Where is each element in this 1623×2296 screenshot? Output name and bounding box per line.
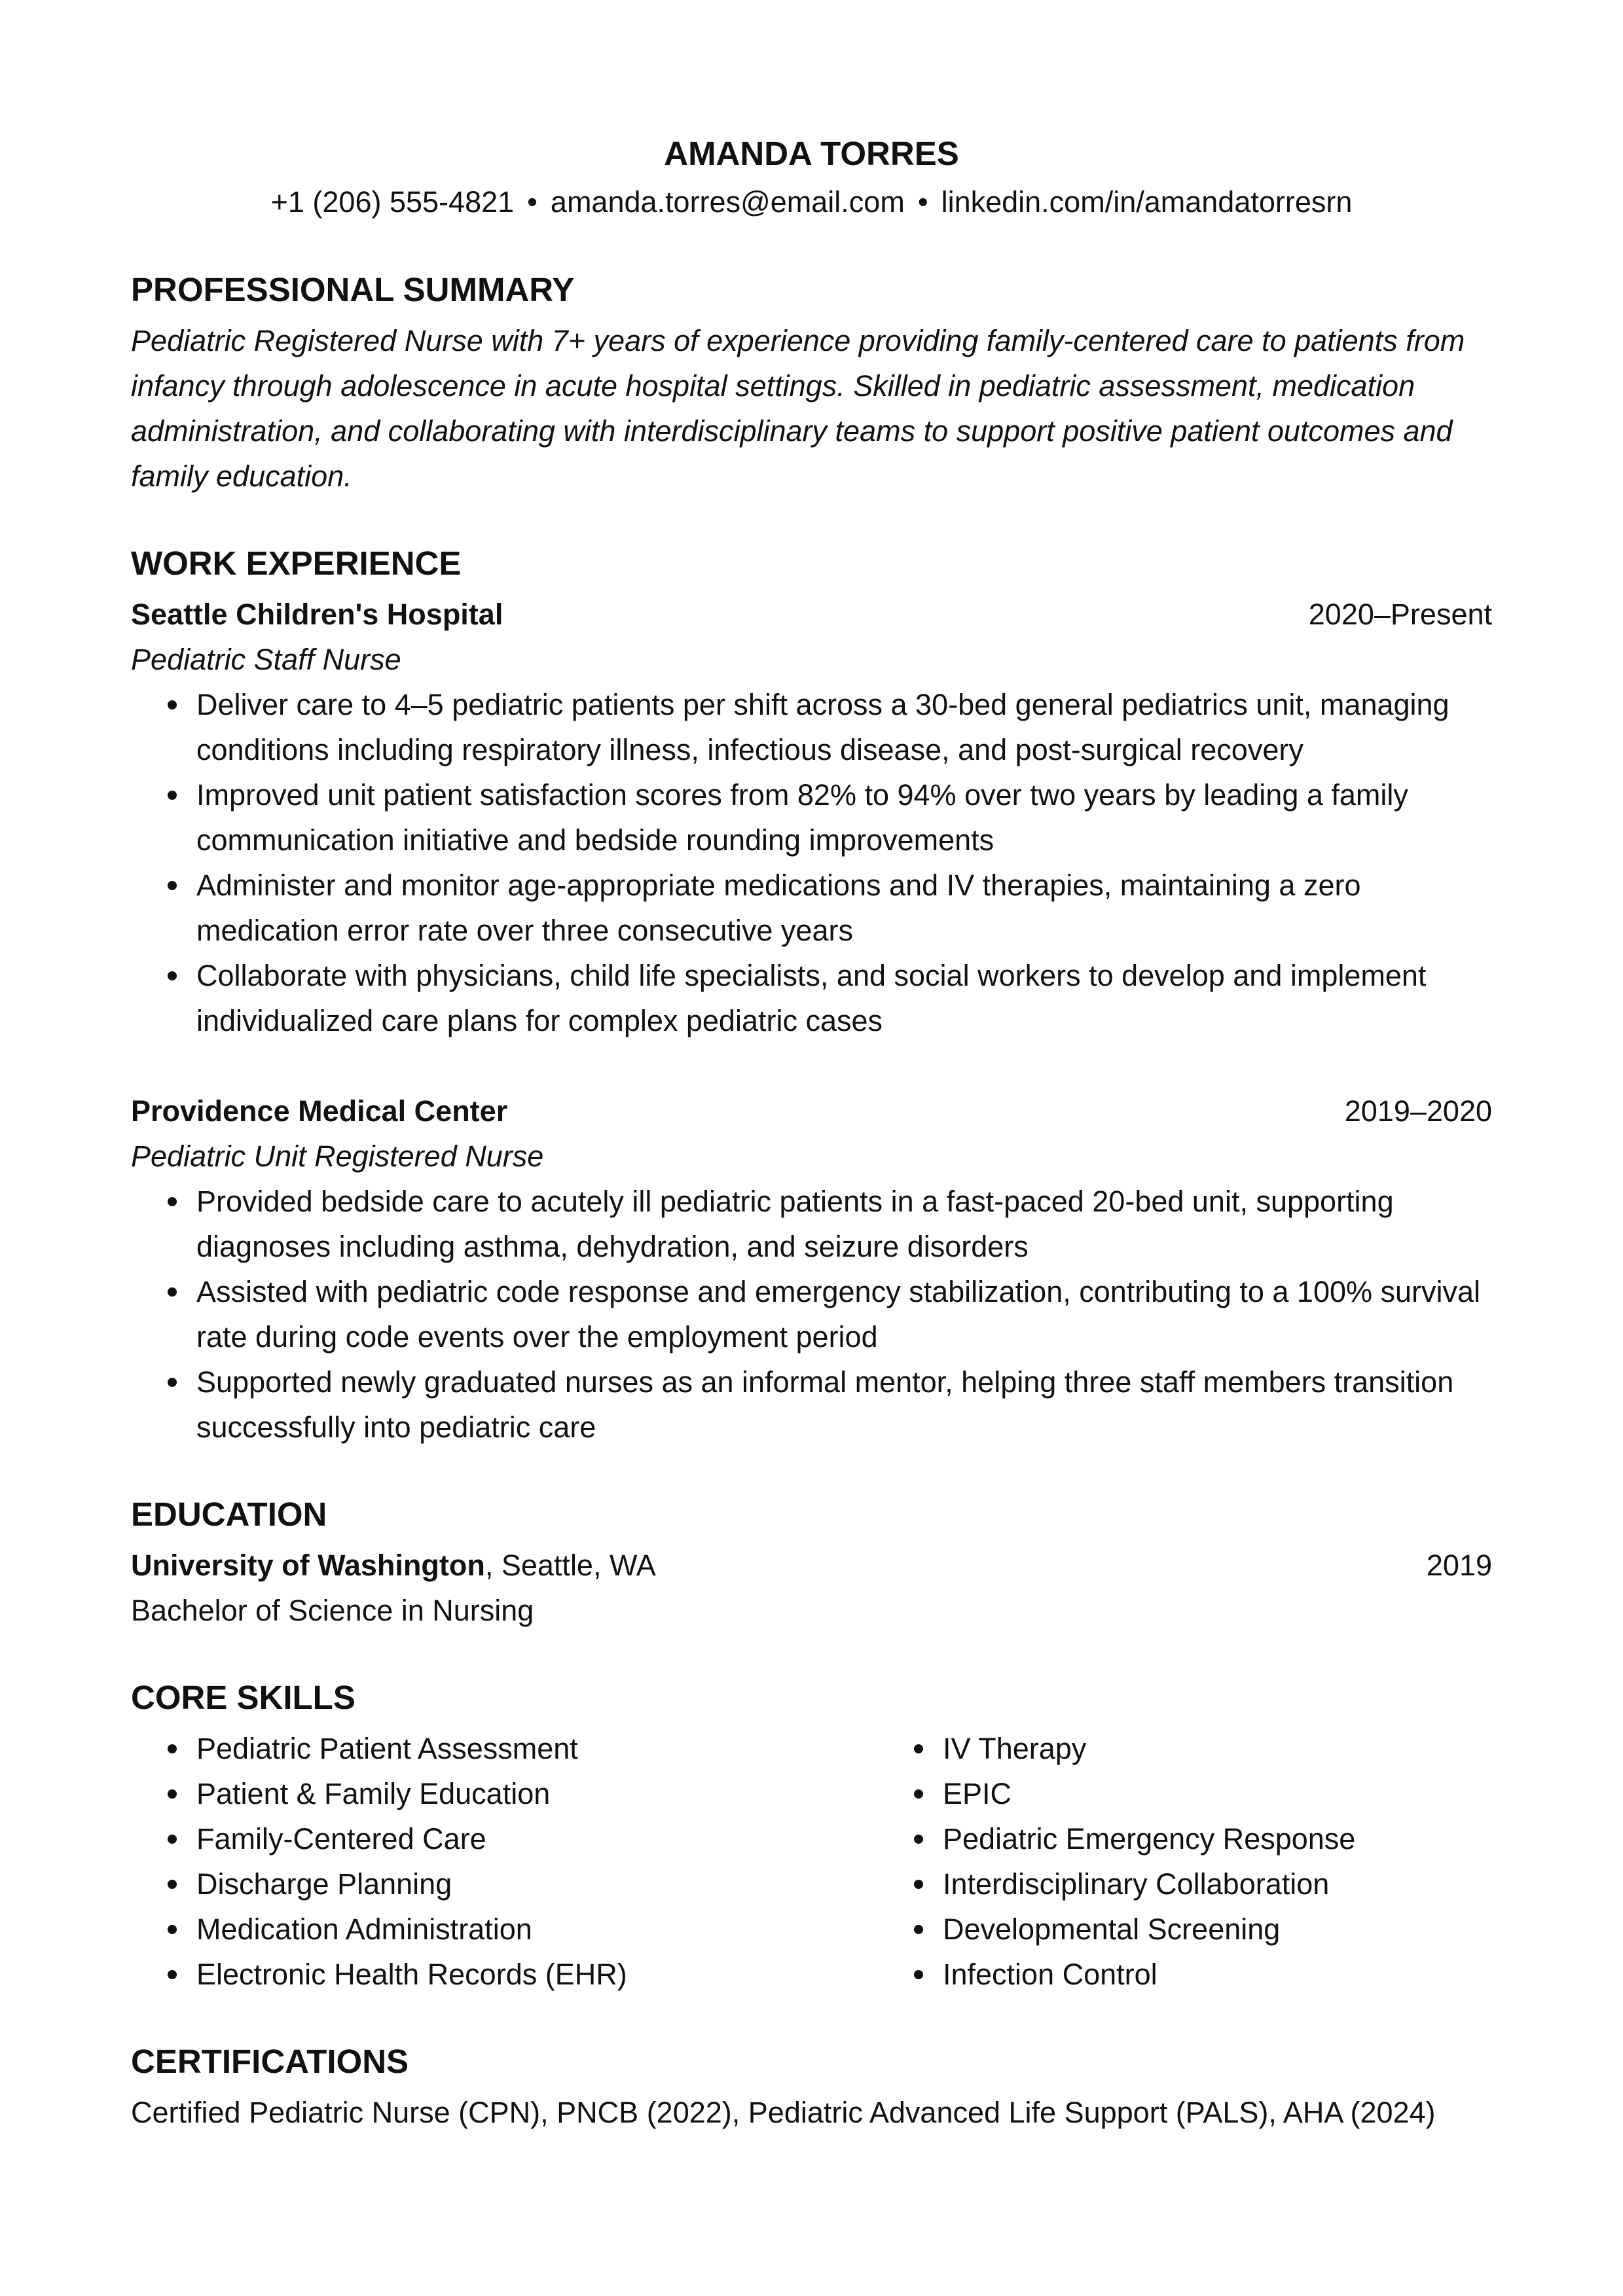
contact-line bbox=[131, 179, 1492, 225]
job-bullet: Assisted with pediatric code response and emergency stabilization, contributing to a 100% survival rate during code events over the employment period bbox=[196, 1269, 1492, 1359]
contact-separator: • bbox=[917, 185, 928, 219]
skill-item: Interdisciplinary Collaboration bbox=[943, 1861, 1355, 1907]
job-dates: 2020–Present bbox=[1308, 598, 1492, 631]
job-bullet: Administer and monitor age-appropriate medications and IV therapies, maintaining a zero medication error rate over three consecutive years bbox=[196, 863, 1492, 953]
section-title-education: EDUCATION bbox=[131, 1496, 327, 1533]
skills-column-right bbox=[877, 1726, 1355, 1997]
education-institution bbox=[131, 1543, 656, 1588]
certifications-section bbox=[131, 2039, 1492, 2135]
email-address: amanda.torres@email.com bbox=[550, 185, 905, 219]
skills-section bbox=[131, 1675, 1492, 1997]
job-organization: Seattle Children's Hospital bbox=[131, 598, 503, 631]
skill-item: Electronic Health Records (EHR) bbox=[196, 1952, 877, 1997]
skill-item: Discharge Planning bbox=[196, 1861, 877, 1907]
education-section bbox=[131, 1492, 1492, 1633]
linkedin-url: linkedin.com/in/amandatorresrn bbox=[941, 185, 1353, 219]
phone-number: +1 (206) 555-4821 bbox=[270, 185, 515, 219]
summary-text: Pediatric Registered Nurse with 7+ years of experience providing family-centered care to patients from infancy through adolescence in acute hospital settings. Skilled in pediatric assessment, medication administration, and collaborating with interdisciplinary teams to support positive patient outcomes and family education. bbox=[131, 324, 1465, 493]
school-name: University of Washington bbox=[131, 1549, 485, 1582]
skills-grid bbox=[131, 1726, 1492, 1997]
section-title-summary: PROFESSIONAL SUMMARY bbox=[131, 271, 575, 308]
job-bullet: Improved unit patient satisfaction scores from 82% to 94% over two years by leading a family communication initiative and bedside rounding improvements bbox=[196, 772, 1492, 863]
contact-separator: • bbox=[527, 185, 538, 219]
experience-section bbox=[131, 541, 1492, 1450]
job-bullets bbox=[131, 1179, 1492, 1450]
summary-section bbox=[131, 267, 1492, 499]
job-role: Pediatric Staff Nurse bbox=[131, 643, 401, 676]
skills-column-left bbox=[131, 1726, 877, 1997]
section-title-certifications: CERTIFICATIONS bbox=[131, 2043, 409, 2080]
section-title-skills: CORE SKILLS bbox=[131, 1679, 356, 1716]
section-title-experience: WORK EXPERIENCE bbox=[131, 545, 462, 582]
job-entry bbox=[131, 592, 1492, 1043]
graduation-year: 2019 bbox=[1426, 1549, 1492, 1582]
skill-item: Medication Administration bbox=[196, 1907, 877, 1952]
skill-item: Pediatric Emergency Response bbox=[943, 1816, 1355, 1861]
education-header bbox=[131, 1543, 1492, 1588]
job-entry bbox=[131, 1088, 1492, 1450]
job-organization: Providence Medical Center bbox=[131, 1094, 508, 1128]
job-header bbox=[131, 1088, 1492, 1134]
skill-item: Developmental Screening bbox=[943, 1907, 1355, 1952]
job-bullet: Collaborate with physicians, child life specialists, and social workers to develop and implement individualized care plans for complex pediatric cases bbox=[196, 953, 1492, 1043]
skill-item: IV Therapy bbox=[943, 1726, 1355, 1771]
resume-header bbox=[131, 131, 1492, 225]
skill-item: Pediatric Patient Assessment bbox=[196, 1726, 877, 1771]
school-location: , Seattle, WA bbox=[484, 1549, 656, 1582]
job-role: Pediatric Unit Registered Nurse bbox=[131, 1139, 544, 1173]
job-dates: 2019–2020 bbox=[1344, 1094, 1492, 1128]
skill-item: Patient & Family Education bbox=[196, 1771, 877, 1816]
job-bullet: Provided bedside care to acutely ill pediatric patients in a fast-paced 20-bed unit, supporting diagnoses including asthma, dehydration, and seizure disorders bbox=[196, 1179, 1492, 1269]
skill-item: EPIC bbox=[943, 1771, 1355, 1816]
skill-item: Infection Control bbox=[943, 1952, 1355, 1997]
job-header bbox=[131, 592, 1492, 637]
skill-item: Family-Centered Care bbox=[196, 1816, 877, 1861]
certifications-text: Certified Pediatric Nurse (CPN), PNCB (2022), Pediatric Advanced Life Support (PALS), AHA (2024) bbox=[131, 2096, 1436, 2129]
job-bullet: Supported newly graduated nurses as an informal mentor, helping three staff members transition successfully into pediatric care bbox=[196, 1359, 1492, 1450]
job-bullet: Deliver care to 4–5 pediatric patients per shift across a 30-bed general pediatrics unit, managing conditions including respiratory illness, infectious disease, and post-surgical recovery bbox=[196, 682, 1492, 772]
degree-name: Bachelor of Science in Nursing bbox=[131, 1594, 534, 1627]
job-bullets bbox=[131, 682, 1492, 1043]
candidate-name: AMANDA TORRES bbox=[664, 135, 959, 172]
